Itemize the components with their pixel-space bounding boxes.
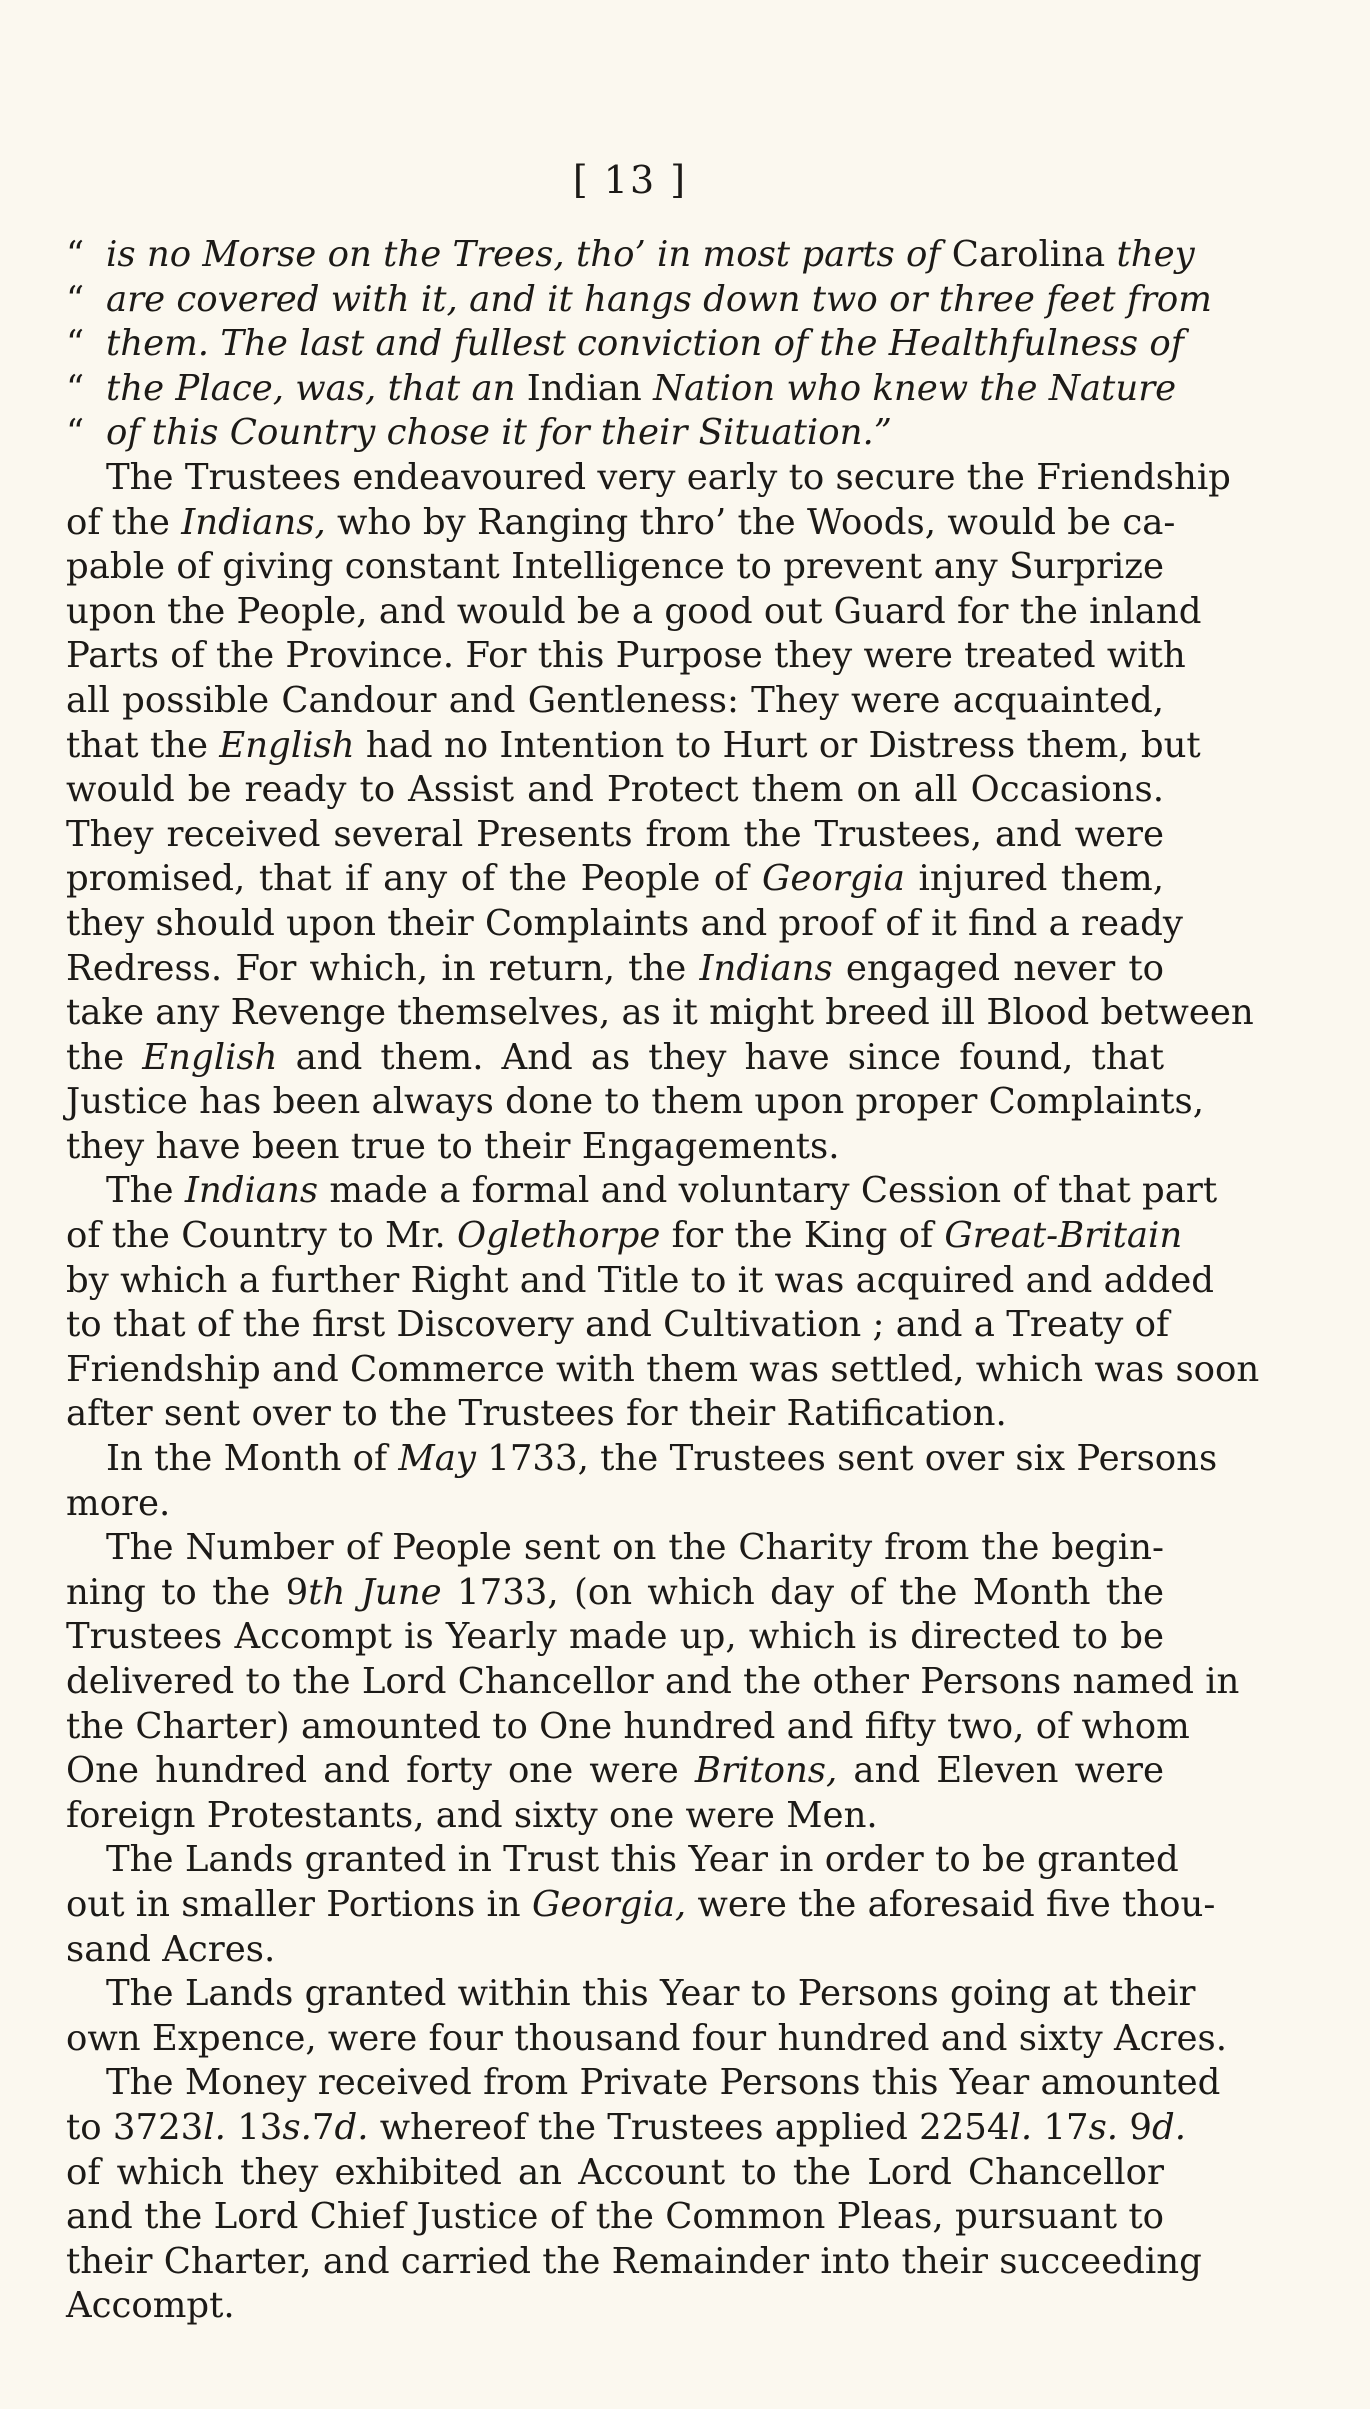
text-line: would be ready to Assist and Protect them on all Occasions. [66,769,1164,811]
text-line: upon the People, and would be a good out Guard for the inland [66,590,1202,632]
text-line: The Trustees endeavoured very early to secure the Friendship [106,456,1231,498]
quotation-block [66,233,1212,456]
text-line: Justice has been always done to them upon proper Complaints, [66,1081,1205,1123]
text-line: to that of the first Discovery and Cultivation ; and a Treaty of [66,1304,1170,1346]
text-line: take any Revenge themselves, as it might breed ill Blood between [66,992,1254,1034]
text-line: The Lands granted in Trust this Year in order to be granted [106,1839,1179,1881]
text-line: Accompt. [66,2285,235,2327]
text-line: sand Acres. [66,1928,276,1970]
text-line: of the Indians, who by Ranging thro’ the Woods, would be ca- [66,501,1176,543]
text-line: all possible Candour and Gentleness: They were acquainted, [66,679,1164,721]
text-line: The Number of People sent on the Charity from the begin- [106,1527,1164,1569]
text-line: after sent over to the Trustees for their Ratification. [66,1393,1007,1435]
paragraph-indians-friendship [66,456,1254,1170]
paragraph-cession [66,1169,1260,1437]
quote-line: “ is no Morse on the Trees, tho’ in most parts of Carolina they [66,233,1164,278]
text-line: The Money received from Private Persons this Year amounted [106,2062,1221,2104]
text-line: They received several Presents from the Trustees, and were [66,813,1164,855]
quote-mark: “ [66,278,85,320]
text-line: to 3723l. 13s.7d. whereof the Trustees applied 2254l. 17s. 9d. [66,2106,1186,2148]
text-line: delivered to the Lord Chancellor and the other Persons named in [66,1661,1240,1702]
text-line: by which a further Right and Title to it was acquired and added [66,1259,1214,1301]
quote-mark: “ [66,323,85,365]
text-line: ning to the 9th June 1733, (on which day of the Month the [66,1571,1164,1613]
text-line: out in smaller Portions in Georgia, were the aforesaid five thou- [66,1883,1216,1925]
text-line: and the Lord Chief Justice of the Common Pleas, pursuant to [66,2196,1164,2238]
paragraph-lands-in-trust [66,1838,1216,1972]
text-line: they should upon their Complaints and proof of it find a ready [66,902,1183,944]
quote-line: “ them. The last and fullest conviction of the Healthfulness of [66,322,1164,367]
text-line: Redress. For which, in return, the Indians engaged never to [66,947,1164,989]
text-line: Parts of the Province. For this Purpose they were treated with [66,635,1186,677]
paragraph-lands-granted [66,1972,1227,2061]
text-line: promised, that if any of the People of Georgia injured them, [66,858,1164,900]
text-line: One hundred and forty one were Britons, and Eleven were [66,1750,1164,1792]
text-line: The Indians made a formal and voluntary Cession of that part [106,1170,1218,1212]
paragraph-money-received [66,2061,1221,2329]
quote-line: “ of this Country chose it for their Situation.” [66,411,1164,456]
quote-mark: “ [66,367,85,409]
body-text [66,233,1260,2329]
text-line: foreign Protestants, and sixty one were Men. [66,1794,878,1836]
quote-mark: “ [66,234,85,275]
text-line: In the Month of May 1733, the Trustees sent over six Persons [106,1438,1218,1480]
text-line: Friendship and Commerce with them was settled, which was soon [66,1348,1260,1390]
text-line: the English and them. And as they have since found, that [66,1036,1164,1078]
text-line: Trustees Accompt is Yearly made up, which is directed to be [66,1616,1164,1658]
text-line: own Expence, were four thousand four hundred and sixty Acres. [66,2017,1227,2059]
text-line: they have been true to their Engagements. [66,1125,840,1167]
paragraph-may-1733 [66,1437,1218,1526]
quote-mark: “ [66,412,85,454]
quote-line: “ are covered with it, and it hangs down two or three feet from [66,278,1164,323]
paragraph-number-of-people [66,1526,1240,1838]
text-line: more. [66,1482,171,1524]
text-line: of the Country to Mr. Oglethorpe for the King of Great-Britain [66,1215,1183,1257]
text-line: pable of giving constant Intelligence to prevent any Surprize [66,546,1164,588]
quote-line: “ the Place, was, that an Indian Nation who knew the Nature [66,367,1164,412]
page-number: [ 13 ] [572,158,688,202]
text-line: the Charter) amounted to One hundred and fifty two, of whom [66,1705,1190,1747]
text-line: that the English had no Intention to Hurt or Distress them, but [66,724,1201,766]
text-line: their Charter, and carried the Remainder into their succeeding [66,2240,1202,2282]
text-line: The Lands granted within this Year to Persons going at their [106,1973,1196,2015]
text-line: of which they exhibited an Account to the Lord Chancellor [66,2151,1164,2193]
